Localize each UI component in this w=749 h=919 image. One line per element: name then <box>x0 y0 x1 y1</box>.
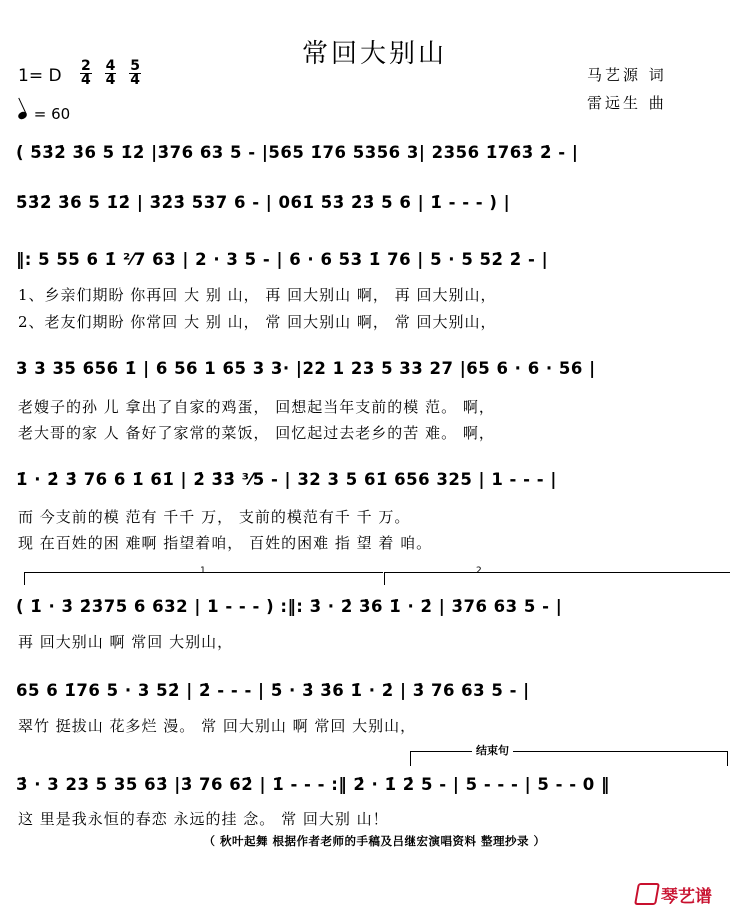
score-line-5: 1̇ · 2̇ 3̇ 76 6 1̇ 61̇ | 2̇ 3̇3̇ ³⁄5 - | 32 3 5 61̇ 656 325 | 1 - - - | <box>16 470 557 489</box>
score-line-2: 5̇3̇2̇ 3̇6 5 1̇2̇ | 3̇2̇3̇ 537 6 - | 061̇ 5̇3̇ 2̇3̇ 5 6 | 1̇ - - - ) | <box>16 193 511 212</box>
score-line-3: ‖: 5 55 6 1̇ ²⁄7 63 | 2 · 3 5 - | 6 · 6 53 1̇ 76 | 5 · 5 52̇ 2̇ - | <box>16 250 549 269</box>
meter-1: $\frac{2}{4}$ <box>81 58 91 88</box>
lyric-line-verse1-a: 1、乡亲们期盼 你再回 大 别 山， 再 回大别山 啊， 再 回大别山， <box>18 286 497 304</box>
second-ending-number: 2 <box>476 566 482 576</box>
quarter-note-icon <box>17 110 28 120</box>
lyric-line-6: 再 回大别山 啊 常回 大别山， <box>18 633 234 651</box>
key-signature: 1= D <box>18 66 62 86</box>
lyric-line-verse2-b: 老大哥的家 人 备好了家常的菜饭， 回忆起过去老乡的苦 难。 啊， <box>18 424 495 442</box>
transcription-credit: （ 秋叶起舞 根据作者老师的手稿及吕继宏演唱资料 整理抄录 ） <box>203 834 546 848</box>
song-title: 常回大别山 <box>301 39 447 69</box>
score-line-7: 65 6 1̇76 5 · 3 52̇ | 2̇ - - - | 5̇ · 3̇ 3̇6 1̇ · 2̇ | 3̇ 76 63 5 - | <box>16 681 530 700</box>
ending-bracket <box>410 751 728 766</box>
lyric-line-8: 这 里是我永恒的春恋 永远的挂 念。 常 回大别 山！ <box>18 810 389 828</box>
first-ending-number: 1 <box>200 566 206 576</box>
meter-3: $\frac{5}{4}$ <box>130 58 140 88</box>
composer-credit: 雷远生 曲 <box>587 94 667 112</box>
logo-mark-icon <box>634 883 660 905</box>
lyric-line-verse1-c: 而 今支前的模 范有 千千 万， 支前的模范有千 千 万。 <box>18 508 411 526</box>
time-signatures <box>80 60 149 87</box>
meter-2: $\frac{4}{4}$ <box>105 58 116 88</box>
lyric-line-verse2-c: 现 在百姓的困 难啊 指望着咱， 百姓的困难 指 望 着 咱。 <box>18 534 433 552</box>
lyric-line-7: 翠竹 挺拔山 花多烂 漫。 常 回大别山 啊 常回 大别山， <box>18 717 417 735</box>
lyric-line-verse1-b: 老嫂子的孙 儿 拿出了自家的鸡蛋， 回想起当年支前的模 范。 啊， <box>18 398 495 416</box>
second-ending-bracket <box>384 572 730 585</box>
site-logo[interactable] <box>636 882 712 907</box>
ending-label: 结束句 <box>472 742 513 758</box>
score-line-8: 3̇ · 3 23 5 35 63̇ |3̇ 76 62̇ | 1̇ - - - :‖ 2̇ · 1̇ 2̇ 5 - | 5 - - - | 5 - - 0 ‖ <box>16 775 610 794</box>
score-line-6: ( 1̇ · 3̇ 2̇3̇75 6 632 | 1 - - - ) :‖: 3̇ · 2̇ 3̇6 1̇ · 2̇ | 3̇76 63 5 - | <box>16 597 563 616</box>
score-line-1: ( 5̇3̇2̇ 3̇6 5 1̇2̇ |3̇76 63 5 - |565 1̇76 5356 3| 2356 1̇763̇ 2̇ - | <box>16 143 579 162</box>
tempo-marking <box>18 105 70 123</box>
logo-text: 琴艺谱 <box>661 887 712 907</box>
tempo-value: = 60 <box>33 105 71 123</box>
lyric-line-verse2-a: 2、老友们期盼 你常回 大 别 山， 常 回大别山 啊， 常 回大别山， <box>18 313 497 331</box>
lyricist-credit: 马艺源 词 <box>587 66 667 84</box>
score-line-4: 3 3 35 656 1̇ | 6 56 1 65 3 3· |22 1 23 5 33 27 |65 6 · 6 · 56 | <box>16 359 596 378</box>
